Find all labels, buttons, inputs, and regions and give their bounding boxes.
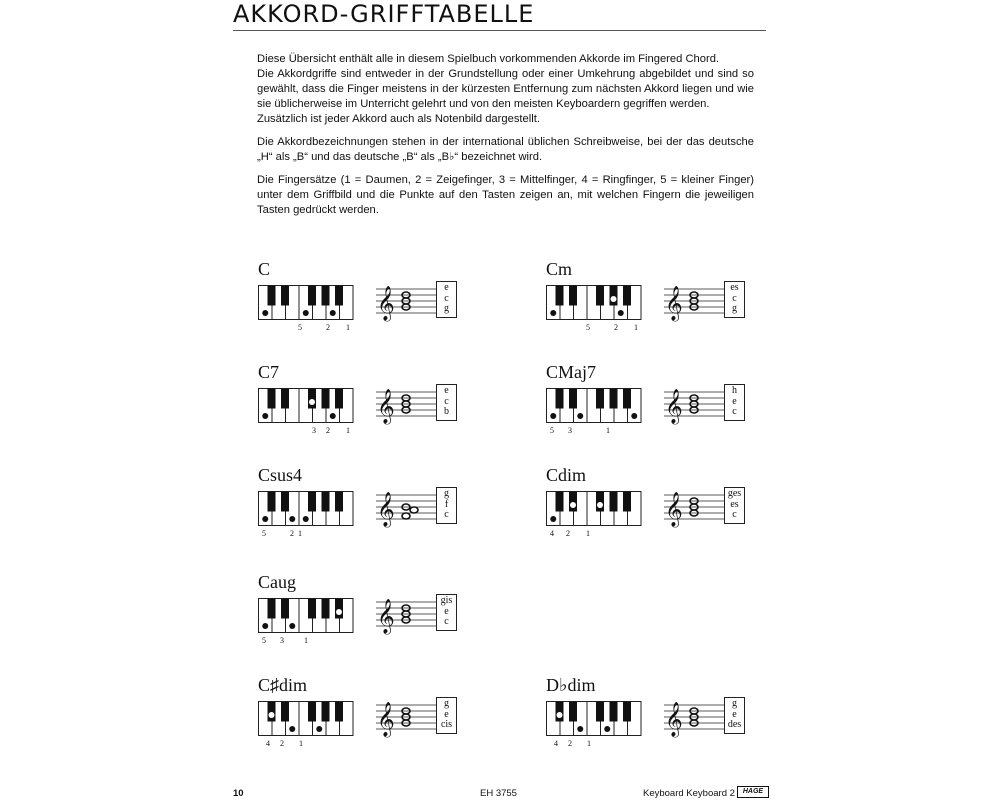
black-key <box>322 492 330 512</box>
black-key <box>556 286 564 306</box>
chord-block <box>546 465 776 561</box>
black-key <box>281 702 289 722</box>
chord-name: Csus4 <box>258 465 303 485</box>
keyboard-diagram <box>258 285 368 333</box>
music-staff <box>664 386 724 426</box>
black-key <box>308 389 316 409</box>
black-key <box>610 492 618 512</box>
chord-name: C♯dim <box>258 675 308 695</box>
music-staff <box>376 596 436 636</box>
black-key <box>322 389 330 409</box>
black-key <box>281 599 289 619</box>
finger-dot <box>611 296 617 302</box>
chord-notes <box>436 594 457 631</box>
black-key <box>268 492 276 512</box>
chord-note: g <box>732 303 737 314</box>
page-number: 10 <box>233 788 244 799</box>
page-title: AKKORD-GRIFFTABELLE <box>233 0 535 28</box>
title-rule <box>233 30 766 31</box>
chord-note: h <box>732 385 737 396</box>
finger-dot <box>550 413 556 419</box>
music-staff <box>376 489 436 529</box>
chord-note: gis <box>440 595 453 606</box>
black-key <box>569 286 577 306</box>
treble-clef: 𝄞 <box>377 389 395 424</box>
intro-line: Die Akkordbezeichnungen stehen in der international üblichen Schreibweise, bei der das deutsche „H“ als „B“ und das deutsche „B“ als „B♭“ bezeichnet wird. <box>257 136 754 163</box>
finger-number: 1 <box>346 426 350 435</box>
chord-note: e <box>444 708 449 720</box>
note-head <box>402 513 410 519</box>
finger-dot <box>269 712 275 718</box>
finger-dot <box>262 310 268 316</box>
chord-note: ges <box>727 488 742 499</box>
chord-name: Cm <box>546 259 573 279</box>
finger-dot <box>303 516 309 522</box>
chord-notes <box>724 487 745 524</box>
chord-notes <box>724 281 745 318</box>
black-key <box>610 286 618 306</box>
finger-dot <box>618 310 624 316</box>
treble-clef: 𝄞 <box>377 492 395 527</box>
chord-block <box>258 259 488 355</box>
chord-block <box>258 675 488 771</box>
music-staff <box>376 283 436 323</box>
finger-number: 5 <box>262 529 266 538</box>
finger-dot <box>289 623 295 629</box>
finger-dot <box>597 502 603 508</box>
music-staff <box>376 699 436 739</box>
black-key <box>623 492 631 512</box>
intro-line: Diese Übersicht enthält alle in diesem Spielbuch vorkommenden Akkorde im Fingered Chord. <box>257 53 720 65</box>
treble-clef: 𝄞 <box>377 702 395 737</box>
treble-clef: 𝄞 <box>665 492 683 527</box>
finger-dot <box>289 726 295 732</box>
music-staff <box>664 283 724 323</box>
black-key <box>610 702 618 722</box>
finger-number: 2 <box>326 323 330 332</box>
treble-clef: 𝄞 <box>377 286 395 321</box>
black-key <box>596 286 604 306</box>
finger-number: 2 <box>566 529 570 538</box>
chord-name: Cdim <box>546 465 587 485</box>
finger-number: 4 <box>266 739 270 748</box>
chord-note: c <box>732 509 737 520</box>
intro-paragraph <box>257 135 754 165</box>
finger-number: 1 <box>587 739 591 748</box>
black-key <box>268 702 276 722</box>
finger-number: 1 <box>606 426 610 435</box>
black-key <box>596 702 604 722</box>
black-key <box>268 286 276 306</box>
black-key <box>322 286 330 306</box>
finger-number: 3 <box>312 426 316 435</box>
intro-line: Die Fingersätze (1 = Daumen, 2 = Zeigefinger, 3 = Mittelfinger, 4 = Ringfinger, 5 = kleiner Finger) unter dem Griffbild und die Punkte auf den Tasten zeigen an, mit welchen Fingern die jeweiligen Tasten gedrückt werden. <box>257 174 754 216</box>
chord-note: g <box>444 488 449 499</box>
chord-note: e <box>732 395 737 407</box>
finger-number: 3 <box>568 426 572 435</box>
keyboard-diagram <box>258 701 368 749</box>
black-key <box>596 389 604 409</box>
finger-number: 2 <box>326 426 330 435</box>
finger-number: 1 <box>346 323 350 332</box>
finger-dot <box>550 516 556 522</box>
chord-note: g <box>732 698 737 709</box>
publisher-logo: HAGE <box>737 786 769 798</box>
finger-dot <box>570 502 576 508</box>
finger-dot <box>557 712 563 718</box>
catalog-number: EH 3755 <box>480 788 517 799</box>
black-key <box>268 599 276 619</box>
chord-notes <box>436 384 457 421</box>
black-key <box>569 389 577 409</box>
chord-note: es <box>730 498 739 510</box>
keyboard-diagram <box>546 388 656 436</box>
keyboard-diagram <box>258 388 368 436</box>
black-key <box>308 286 316 306</box>
keyboard-diagram <box>258 491 368 539</box>
black-key <box>322 599 330 619</box>
treble-clef: 𝄞 <box>665 702 683 737</box>
black-key <box>335 389 343 409</box>
finger-dot <box>577 413 583 419</box>
chord-notes <box>724 697 745 734</box>
black-key <box>281 492 289 512</box>
finger-dot <box>336 609 342 615</box>
black-key <box>596 492 604 512</box>
chord-note: g <box>444 698 449 709</box>
treble-clef: 𝄞 <box>377 599 395 634</box>
chord-block <box>546 362 776 458</box>
chord-note: c <box>444 616 449 627</box>
black-key <box>623 702 631 722</box>
chord-note: b <box>444 406 449 417</box>
finger-number: 5 <box>586 323 590 332</box>
black-key <box>335 599 343 619</box>
chord-note: e <box>732 708 737 720</box>
black-key <box>569 492 577 512</box>
black-key <box>569 702 577 722</box>
chord-block <box>546 675 776 771</box>
music-staff <box>664 699 724 739</box>
finger-number: 5 <box>550 426 554 435</box>
finger-number: 3 <box>280 636 284 645</box>
black-key <box>335 702 343 722</box>
black-key <box>556 702 564 722</box>
chord-name: C7 <box>258 362 280 382</box>
black-key <box>610 389 618 409</box>
chord-name: Caug <box>258 572 296 592</box>
finger-dot <box>330 413 336 419</box>
finger-dot <box>577 726 583 732</box>
finger-dot <box>262 413 268 419</box>
black-key <box>308 492 316 512</box>
finger-number: 1 <box>634 323 638 332</box>
chord-block <box>546 259 776 355</box>
chord-note: e <box>444 605 449 617</box>
finger-number: 1 <box>586 529 590 538</box>
intro-paragraph <box>257 173 754 218</box>
keyboard-diagram <box>546 701 656 749</box>
finger-dot <box>262 516 268 522</box>
chord-note: e <box>444 282 449 293</box>
treble-clef: 𝄞 <box>665 389 683 424</box>
chord-notes <box>724 384 745 421</box>
chord-note: c <box>732 406 737 417</box>
black-key <box>281 389 289 409</box>
black-key <box>335 492 343 512</box>
finger-dot <box>316 726 322 732</box>
finger-dot <box>309 399 315 405</box>
black-key <box>308 702 316 722</box>
chord-note: f <box>444 498 449 510</box>
finger-number: 1 <box>298 529 302 538</box>
finger-dot <box>550 310 556 316</box>
finger-number: 2 <box>290 529 294 538</box>
black-key <box>322 702 330 722</box>
finger-dot <box>330 310 336 316</box>
finger-number: 2 <box>614 323 618 332</box>
finger-dot <box>289 516 295 522</box>
intro-text <box>257 52 754 226</box>
chord-note: c <box>732 292 737 304</box>
intro-paragraph <box>257 52 754 127</box>
black-key <box>556 492 564 512</box>
finger-number: 4 <box>550 529 554 538</box>
finger-dot <box>303 310 309 316</box>
chord-block <box>258 362 488 458</box>
chord-notes <box>436 281 457 318</box>
chord-note: c <box>444 292 449 304</box>
music-staff <box>664 489 724 529</box>
black-key <box>623 286 631 306</box>
chord-block <box>258 572 488 668</box>
chord-note: e <box>444 385 449 396</box>
finger-dot <box>262 623 268 629</box>
chord-note: des <box>727 719 742 730</box>
chord-note: c <box>444 395 449 407</box>
chord-note: c <box>444 509 449 520</box>
chord-notes <box>436 487 457 524</box>
black-key <box>268 389 276 409</box>
finger-number: 1 <box>299 739 303 748</box>
intro-line: Zusätzlich ist jeder Akkord auch als Notenbild dargestellt. <box>257 113 540 125</box>
music-staff <box>376 386 436 426</box>
treble-clef: 𝄞 <box>665 286 683 321</box>
keyboard-diagram <box>258 598 368 646</box>
intro-line: Die Akkordgriffe sind entweder in der Grundstellung oder einer Umkehrung abgebildet und sind so gewählt, dass die Finger meistens in der kürzesten Entfernung zum nächsten Akkord liegen und wie sie üblicherweise im Unterricht gelehrt und von den meisten Keyboardern gegriffen werden. <box>257 68 754 110</box>
series-title: Keyboard Keyboard 2 <box>643 788 735 799</box>
chord-note: es <box>730 282 739 293</box>
finger-number: 1 <box>304 636 308 645</box>
black-key <box>556 389 564 409</box>
black-key <box>308 599 316 619</box>
keyboard-diagram <box>546 285 656 333</box>
chord-name: CMaj7 <box>546 362 597 382</box>
finger-number: 5 <box>298 323 302 332</box>
note-head <box>410 507 418 513</box>
finger-number: 2 <box>280 739 284 748</box>
chord-name: C <box>258 259 271 279</box>
finger-number: 4 <box>554 739 558 748</box>
finger-dot <box>631 413 637 419</box>
finger-dot <box>604 726 610 732</box>
finger-number: 2 <box>568 739 572 748</box>
chord-note: g <box>444 303 449 314</box>
chord-notes <box>436 697 457 734</box>
black-key <box>335 286 343 306</box>
chord-note: cis <box>440 719 453 730</box>
black-key <box>623 389 631 409</box>
chord-name: D♭dim <box>546 675 596 695</box>
chord-block <box>258 465 488 561</box>
keyboard-diagram <box>546 491 656 539</box>
black-key <box>281 286 289 306</box>
finger-number: 5 <box>262 636 266 645</box>
